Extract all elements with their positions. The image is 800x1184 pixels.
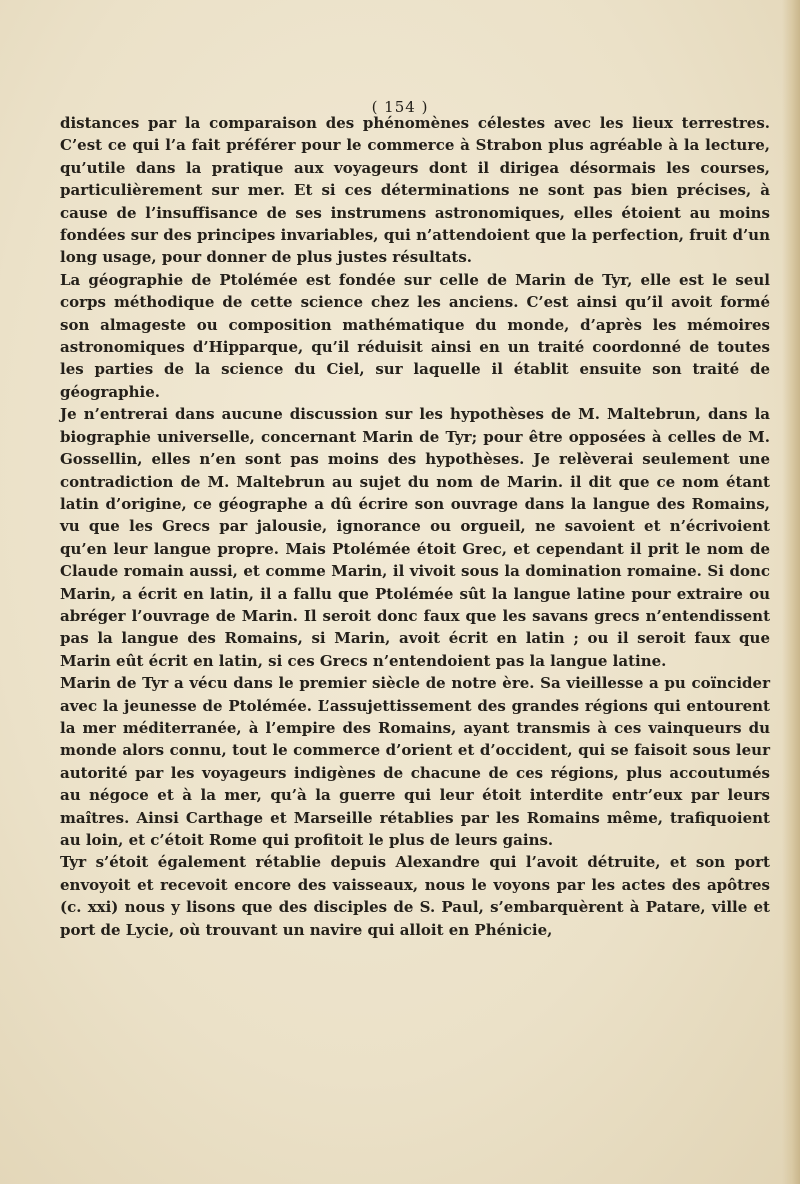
page-number: ( 154 ) [371,98,429,116]
paragraph-1: distances par la comparaison des phénomènes célestes avec les lieux terrestres. C’est ce qui l’a fait préférer pour le commerce à Strabon plus agréable à la lecture, qu’utile dans la pratique aux voyageurs dont il dirigea désormais les courses, particulièrement sur mer. Et si ces déterminations ne sont pas bien précises, à cause de l’insuffisance de ses instrumens astronomiques, elles étoient au moins fondées sur des principes invariables, qui n’attendoient que la perfection, fruit d’un long usage, pour donner de plus justes résultats. [60,114,770,267]
page-edge-shadow [782,0,800,1184]
paragraph-5: Tyr s’étoit également rétablie depuis Alexandre qui l’avoit détruite, et son port envoyoit et recevoit encore des vaisseaux, nous le voyons par les actes des apôtres (c. xxi) nous y lisons que des disciples de S. Paul, s’embarquèrent à Patare, ville et port de Lycie, où trouvant un navire qui alloit en Phénicie, [60,853,770,939]
body-text [60,112,770,941]
paragraph-3: Je n’entrerai dans aucune discussion sur les hypothèses de M. Maltebrun, dans la biographie universelle, concernant Marin de Tyr; pour être opposées à celles de M. Gossellin, elles n’en sont pas moins des hypothèses. Je relèverai seulement une contradiction de M. Maltebrun au sujet du nom de Marin. il dit que ce nom étant latin d’origine, ce géographe a dû écrire son ouvrage dans la langue des Romains, vu que les Grecs par jalousie, ignorance ou orgueil, ne savoient et n’écrivoient qu’en leur langue propre. Mais Ptolémée étoit Grec, et cependant il prit le nom de Claude romain aussi, et comme Marin, il vivoit sous la domination romaine. Si donc Marin, a écrit en latin, il a fallu que Ptolémée sût la langue latine pour extraire ou abréger l’ouvrage de Marin. Il seroit donc faux que les savans grecs n’entendissent pas la langue des Romains, si Marin, avoit écrit en latin ; ou il seroit faux que Marin eût écrit en latin, si ces Grecs n’entendoient pas la langue latine. [60,405,770,670]
paragraph-4: Marin de Tyr a vécu dans le premier siècle de notre ère. Sa vieillesse a pu coïncider avec la jeunesse de Ptolémée. L’assujettissement des grandes régions qui entourent la mer méditerranée, à l’empire des Romains, ayant transmis à ces vainqueurs du monde alors connu, tout le commerce d’orient et d’occident, qui se faisoit sous leur autorité par les voyageurs indigènes de chacune de ces régions, plus accoutumés au négoce et à la mer, qu’à la guerre qui leur étoit interdite entr’eux par leurs maîtres. Ainsi Carthage et Marseille rétablies par les Romains même, trafiquoient au loin, et c’étoit Rome qui profitoit le plus de leurs gains. [60,674,770,849]
paragraph-2: La géographie de Ptolémée est fondée sur celle de Marin de Tyr, elle est le seul corps méthodique de cette science chez les anciens. C’est ainsi qu’il avoit formé son almageste ou composition mathématique du monde, d’après les mémoires astronomiques d’Hipparque, qu’il réduisit ainsi en un traité coordonné de toutes les parties de la science du Ciel, sur laquelle il établit ensuite son traité de géographie. [60,270,770,401]
